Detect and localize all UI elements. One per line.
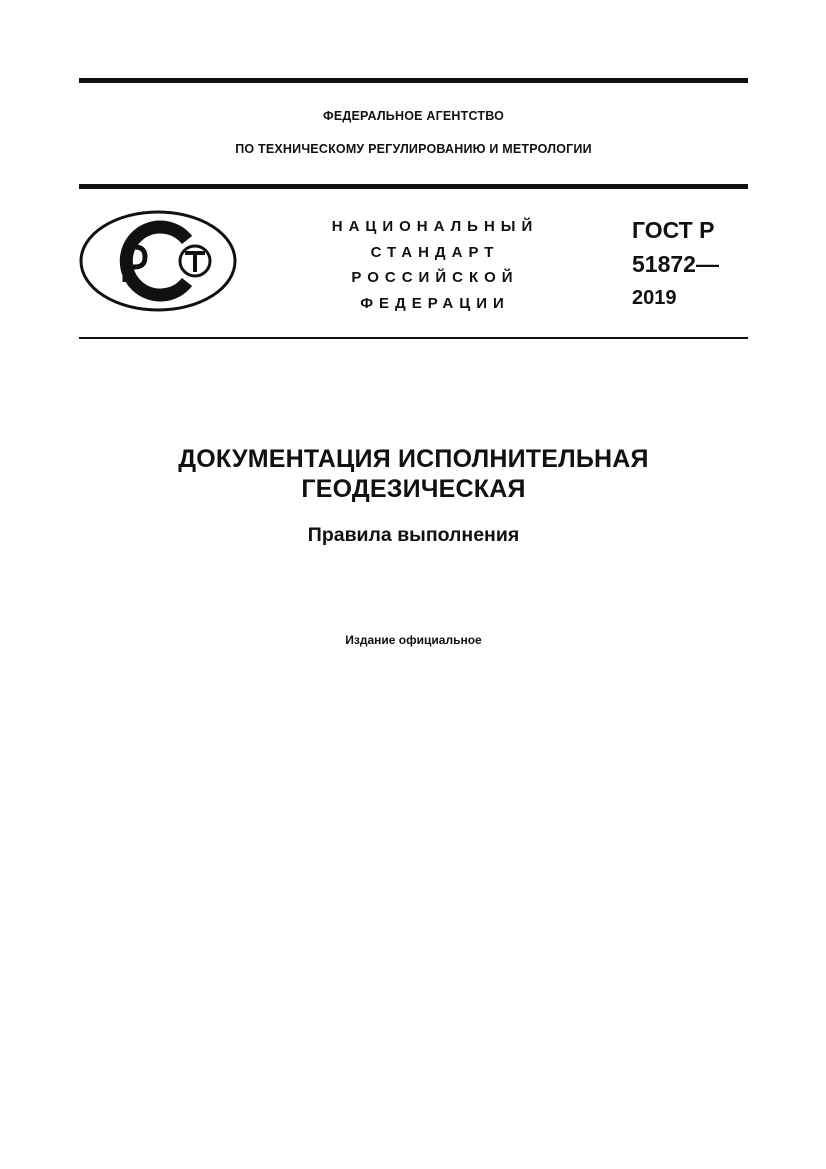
standard-type-block — [300, 214, 570, 316]
bottom-rule — [79, 337, 748, 339]
standard-type-line-1: НАЦИОНАЛЬНЫЙ — [331, 218, 539, 235]
document-title — [79, 444, 748, 504]
agency-name-line-2: ПО ТЕХНИЧЕСКОМУ РЕГУЛИРОВАНИЮ И МЕТРОЛОГИИ — [235, 142, 592, 156]
standard-type-line-3: РОССИЙСКОЙ — [351, 269, 519, 286]
document-title-line-1: ДОКУМЕНТАЦИЯ ИСПОЛНИТЕЛЬНАЯ — [178, 445, 649, 473]
top-rule — [79, 78, 748, 83]
edition-note: Издание официальное — [345, 633, 482, 647]
document-subtitle: Правила выполнения — [307, 524, 520, 546]
standard-type-line-2: СТАНДАРТ — [370, 243, 500, 261]
document-title-line-2: ГЕОДЕЗИЧЕСКАЯ — [301, 475, 526, 503]
middle-rule — [79, 184, 748, 189]
rst-certification-mark-icon — [79, 210, 237, 312]
designation-number: 51872— — [632, 251, 719, 277]
agency-name-line-1: ФЕДЕРАЛЬНОЕ АГЕНТСТВО — [322, 109, 505, 123]
standard-type-line-4: ФЕДЕРАЦИИ — [360, 294, 510, 312]
designation-year: 2019 — [632, 287, 677, 309]
standard-designation — [632, 213, 719, 315]
designation-prefix: ГОСТ Р — [632, 217, 715, 243]
